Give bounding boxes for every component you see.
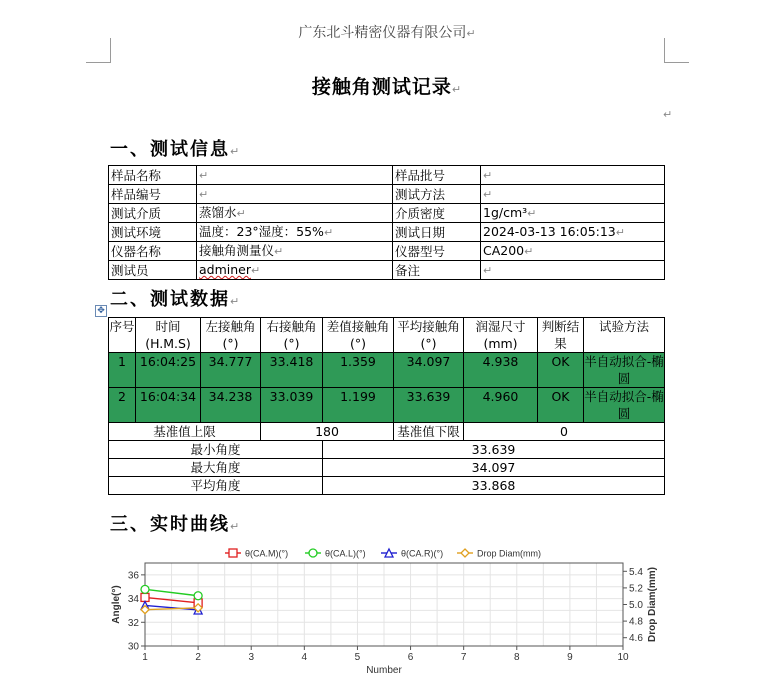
info-value: ↵ [481,166,665,185]
x-tick-label: 10 [617,652,629,663]
info-label: 样品批号 [393,166,481,185]
y-tick-label: 34 [127,594,139,606]
limit-lower-value: 0 [464,423,665,441]
column-header: 试验方法 [584,318,665,353]
test-info-table [108,165,665,280]
data-cell: 16:04:34 [136,388,201,423]
x-tick-label: 3 [248,652,255,663]
info-label: 仪器名称 [109,242,197,261]
summary-label: 平均角度 [109,477,323,495]
data-cell: 1.359 [323,353,394,388]
x-tick-label: 7 [460,652,467,663]
limit-upper-value: 180 [261,423,394,441]
test-data-table [108,317,665,495]
info-label: 样品编号 [109,185,197,204]
info-value: 1g/cm³↵ [481,204,665,223]
legend-marker [229,549,237,557]
limit-lower-label: 基准值下限 [394,423,464,441]
info-label: 备注 [393,261,481,280]
section-heading-data: 二、测试数据↵ [110,289,242,310]
info-value: ↵ [481,185,665,204]
info-row [109,166,665,185]
legend-marker [461,549,469,557]
info-value: 温度：23°湿度：55%↵ [197,223,393,242]
data-cell: 半自动拟合-椭圆 [584,389,664,421]
info-value: adminer↵ [197,261,393,280]
column-header: 差值接触角(°) [323,318,394,353]
y2-tick-label: 5.2 [629,583,643,595]
y-tick-label: 36 [127,570,139,582]
x-tick-label: 2 [195,652,201,663]
data-cell: 34.777 [201,353,261,388]
data-cell: OK [538,388,584,423]
info-label: 样品名称 [109,166,197,185]
data-cell: 34.238 [201,388,261,423]
page-header-company: 广东北斗精密仪器有限公司↵ [298,25,476,41]
data-row [109,353,665,388]
data-cell: 半自动拟合-椭圆 [584,354,664,386]
info-value: ↵ [197,185,393,204]
info-label: 介质密度 [393,204,481,223]
legend-label: θ(CA.R)(°) [401,548,444,559]
section-heading-curve: 三、实时曲线↵ [110,514,242,535]
column-header: 左接触角(°) [201,318,261,353]
y-axis-label: Angle(°) [111,585,122,624]
y2-tick-label: 4.8 [629,616,643,628]
document-title: 接触角测试记录↵ [311,76,463,98]
company-name: 广东北斗精密仪器有限公司 [298,25,467,41]
data-cell: 33.639 [394,388,464,423]
y-tick-label: 30 [127,641,139,653]
info-value: ↵ [197,166,393,185]
x-tick-label: 4 [301,652,308,663]
x-tick-label: 8 [513,652,520,663]
y2-axis-label: Drop Diam(mm) [647,566,658,643]
info-label: 测试介质 [109,204,197,223]
summary-value: 34.097 [323,459,665,477]
y2-tick-label: 5.0 [629,600,643,611]
column-header: 右接触角(°) [261,318,323,353]
info-value: 蒸馏水↵ [197,204,393,223]
summary-row [109,441,665,459]
y2-tick-label: 4.6 [629,633,643,645]
column-header: 时间(H.M.S) [136,318,201,353]
data-cell: 33.418 [261,353,323,388]
info-label: 测试方法 [393,185,481,204]
info-label: 测试员 [109,261,197,280]
column-header: 序号 [109,318,136,353]
y-tick-label: 32 [127,617,139,629]
summary-row [109,459,665,477]
info-value: 接触角测量仪↵ [197,242,393,261]
data-cell: 1 [109,353,136,388]
data-cell: 16:04:25 [136,353,201,388]
data-row [109,388,665,423]
info-row [109,204,665,223]
x-tick-label: 6 [407,652,414,663]
data-cell: 2 [109,388,136,423]
legend-label: θ(CA.M)(°) [245,548,289,559]
crop-mark-top-left [86,38,111,63]
crop-mark-top-right [664,38,689,63]
realtime-curve-chart [105,543,665,686]
summary-value: 33.639 [323,441,665,459]
column-header: 平均接触角(°) [394,318,464,353]
x-tick-label: 5 [354,652,361,663]
summary-label: 最小角度 [109,441,323,459]
data-point-series-1 [194,592,202,600]
info-row [109,185,665,204]
info-row [109,261,665,280]
data-cell: 1.199 [323,388,394,423]
limits-row [109,423,665,441]
data-cell: OK [538,353,584,388]
summary-value: 33.868 [323,477,665,495]
legend-label: Drop Diam(mm) [477,548,541,559]
legend-marker [309,549,317,557]
paragraph-mark: ↵ [663,108,673,121]
data-cell: 33.039 [261,388,323,423]
info-label: 测试环境 [109,223,197,242]
info-label: 仪器型号 [393,242,481,261]
data-cell: 4.960 [464,388,538,423]
summary-row [109,477,665,495]
table-move-handle[interactable]: ✥ [95,305,107,317]
info-value: 2024-03-13 16:05:13↵ [481,223,665,242]
info-row [109,242,665,261]
x-tick-label: 9 [567,652,573,663]
info-value: CA200↵ [481,242,665,261]
y2-tick-label: 5.4 [629,566,643,578]
info-value: ↵ [481,261,665,280]
info-row [109,223,665,242]
data-point-series-1 [141,585,149,593]
limit-upper-label: 基准值上限 [109,423,261,441]
data-cell: 34.097 [394,353,464,388]
x-tick-label: 1 [142,652,148,663]
column-header: 判断结果 [538,318,584,353]
info-label: 测试日期 [393,223,481,242]
summary-label: 最大角度 [109,459,323,477]
legend-label: θ(CA.L)(°) [325,548,366,559]
data-cell: 4.938 [464,353,538,388]
data-header-row [109,318,665,353]
column-header: 润湿尺寸(mm) [464,318,538,353]
section-heading-info: 一、测试信息↵ [110,139,242,160]
x-axis-label: Number [366,665,402,676]
